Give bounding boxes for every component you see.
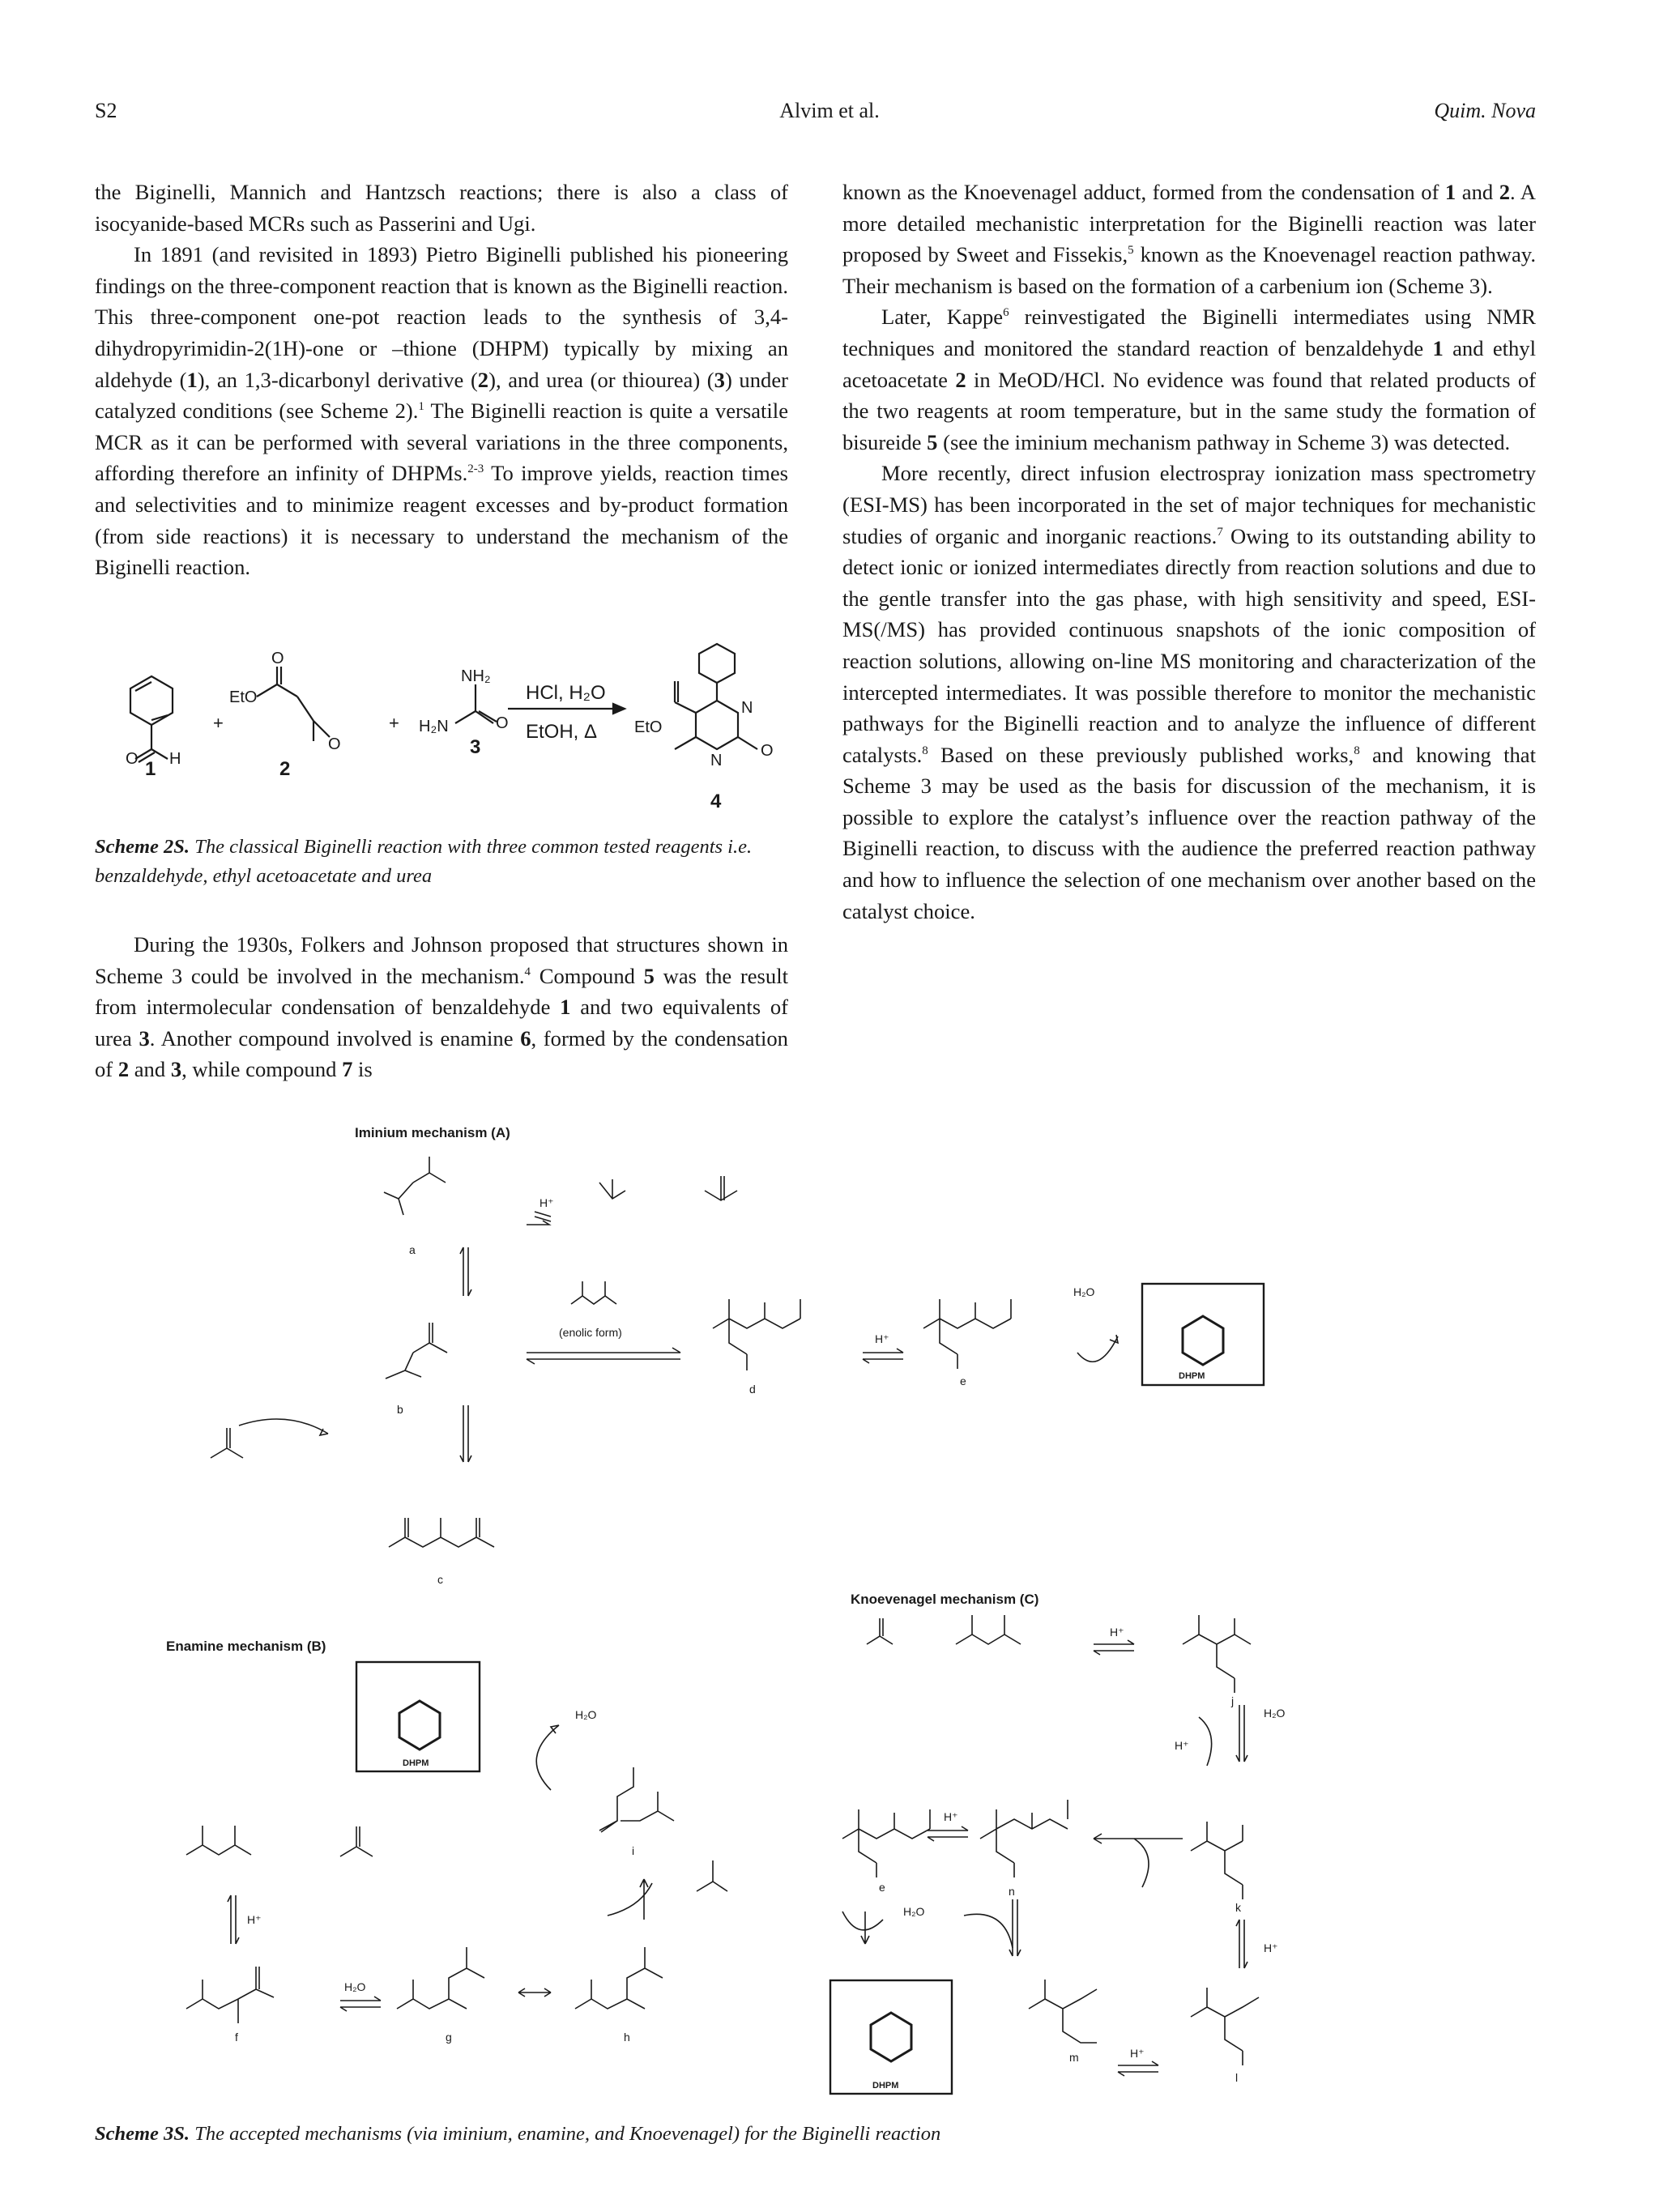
atom-label: N: [741, 699, 753, 717]
left-column-lower: [95, 929, 788, 1085]
compound-d-label: d: [749, 1383, 756, 1396]
scheme-2-caption: Scheme 2S. The classical Biginelli reaction with three common tested reagents i.e. benzaldehyde, ethyl acetoacetate and urea: [95, 836, 753, 887]
dhpm-label-a: DHPM: [1179, 1371, 1205, 1381]
atom-label: NH₂: [461, 667, 491, 685]
right-paragraph-2: Later, Kappe$^6$ reinvestigated the Biginelli intermediates using NMR techniques and monitored the standard reaction of benzaldehyde 1 and ethyl acetoacetate 2 in MeOD/HCl. No evidence was found that related products of the two reagents at room temperature, but in the same study the formation of bisureide 5 (see the iminium mechanism pathway in Scheme 3) was detected.: [842, 305, 1537, 454]
compound-1-label: 1: [145, 758, 156, 780]
compound-m-label: m: [1069, 2051, 1079, 2064]
reagents-below: EtOH, Δ: [526, 721, 598, 743]
plus-sign: +: [389, 713, 399, 733]
atom-label: O: [328, 735, 341, 753]
hplus-label: H⁺: [944, 1810, 958, 1823]
hplus-label: H⁺: [539, 1196, 554, 1209]
page-number: S2: [95, 99, 117, 122]
dhpm-label-c: DHPM: [872, 2081, 899, 2091]
atom-label: H₂N: [419, 718, 449, 735]
scheme-2-figure: [95, 628, 791, 814]
journal-name: Quim. Nova: [1434, 99, 1536, 122]
atom-label: EtO: [634, 718, 663, 736]
compound-h-label: h: [624, 2031, 630, 2044]
atom-label: O: [496, 714, 509, 732]
atom-label: O: [271, 650, 284, 667]
compound-c-label: c: [437, 1573, 443, 1586]
left-paragraph-3: During the 1930s, Folkers and Johnson proposed that structures shown in Scheme 3 could be involved in the mechanism.$^4$ Compound 5 was the result from intermolecular condensation of benzaldehyde 1 and two equivalents of urea 3. Another compound involved is enamine 6, formed by the condensation of 2 and 3, while compound 7 is: [95, 932, 788, 1082]
right-paragraph-3: More recently, direct infusion electrospray ionization mass spectrometry (ESI-MS) has been incorporated in the set of major techniques for mechanistic studies of organic and inorganic reactions.$^7$ Owing to its outstanding ability to detect ionic or ionized intermediates directly from reaction solutions and due to the gentle transfer into the gas phase, with high sensitivity and speed, ESI-MS(/MS) has provided continuous snapshots of the ionic composition of reaction solutions, allowing on-line MS monitoring and characterization of the intercepted intermediates. It was possible therefore to monitor the mechanistic pathways for the Biginelli reaction and to analyze the influence of different catalysts.$^8$ Based on these previously published works,$^8$ and knowing that Scheme 3 may be used as the basis for discussion of the mechanism, it is possible to explore the catalyst’s influence over the reaction pathway of the Biginelli reaction, to discuss with the audience the preferred reaction pathway and how to influence the selection of one mechanism over another based on the catalyst choice.: [842, 461, 1536, 923]
left-paragraph-2: In 1891 (and revisited in 1893) Pietro Biginelli published his pioneering findings on the three-component reaction that is known as the Biginelli reaction. This three-component one-pot reaction leads to the synthesis of 3,4-dihydropyrimidin-2(1H)-one or –thione (DHPM) typically by mixing an aldehyde (1), an 1,3-dicarbonyl derivative (2), and urea (or thiourea) (3) under catalyzed conditions (see Scheme 2).$^1$ The Biginelli reaction is quite a versatile MCR as it can be performed with several variations in the three components, affording therefore an infinity of DHPMs.$^{2-3}$ To improve yields, reaction times and selectivities and to minimize reagent excesses and by-product formation (from side reactions) it is necessary to understand the mechanism of the Biginelli reaction.: [95, 242, 788, 580]
hplus-label: H⁺: [247, 1913, 262, 1926]
h2o-label: H₂O: [903, 1905, 925, 1918]
compound-k-label: k: [1235, 1901, 1241, 1914]
compound-3-label: 3: [470, 736, 481, 758]
atom-label: N: [710, 752, 723, 769]
reagents-above: HCl, H₂O: [526, 682, 606, 704]
compound-e-label-c: e: [879, 1881, 885, 1894]
dhpm-label-b: DHPM: [403, 1758, 429, 1768]
compound-a-label: a: [409, 1243, 416, 1256]
right-paragraph-1: known as the Knoevenagel adduct, formed from the condensation of 1 and 2. A more detailed mechanistic interpretation for the Biginelli reaction was later proposed by Sweet and Fissekis,$^5$ known as the Knoevenagel reaction pathway. Their mechanism is based on the formation of a carbenium ion (Scheme 3).: [842, 180, 1536, 298]
h2o-label: H₂O: [575, 1708, 597, 1721]
atom-label: EtO: [229, 688, 258, 706]
compound-e-label: e: [960, 1375, 966, 1387]
hplus-label: H⁺: [875, 1332, 889, 1345]
h2o-label: H₂O: [1073, 1285, 1095, 1298]
hplus-label: H⁺: [1130, 2047, 1145, 2060]
running-authors: Alvim et al.: [779, 99, 880, 122]
compound-i-label: i: [632, 1844, 635, 1857]
hplus-label: H⁺: [1110, 1626, 1124, 1639]
h2o-label: H₂O: [344, 1980, 366, 1993]
atom-label: H: [169, 750, 181, 768]
plus-sign: +: [213, 713, 224, 733]
knoevenagel-title: Knoevenagel mechanism (C): [851, 1592, 1039, 1607]
compound-l-label: l: [1235, 2071, 1239, 2084]
enolic-form-label: (enolic form): [559, 1326, 622, 1339]
atom-label: O: [126, 750, 139, 768]
compound-j-label: j: [1231, 1694, 1235, 1707]
scheme-3-caption: Scheme 3S. The accepted mechanisms (via iminium, enamine, and Knoevenagel) for the Biginelli reaction: [95, 2123, 941, 2145]
left-paragraph-1: the Biginelli, Mannich and Hantzsch reactions; there is also a class of isocyanide-based MCRs such as Passerini and Ugi.: [95, 180, 788, 236]
iminium-title: Iminium mechanism (A): [355, 1125, 510, 1140]
hplus-label: H⁺: [1175, 1739, 1189, 1752]
compound-2-label: 2: [279, 758, 291, 780]
atom-label: O: [761, 742, 774, 760]
right-column: [842, 177, 1536, 927]
hplus-label: H⁺: [1264, 1941, 1278, 1954]
h2o-label: H₂O: [1264, 1707, 1286, 1720]
compound-f-label: f: [235, 2031, 238, 2044]
enamine-title: Enamine mechanism (B): [166, 1639, 326, 1654]
compound-b-label: b: [397, 1403, 403, 1416]
compound-4-label: 4: [710, 791, 722, 812]
scheme-3-figure: [146, 1118, 1555, 2106]
compound-g-label: g: [446, 2031, 452, 2044]
compound-n-label: n: [1009, 1885, 1015, 1898]
left-column: [95, 177, 788, 583]
